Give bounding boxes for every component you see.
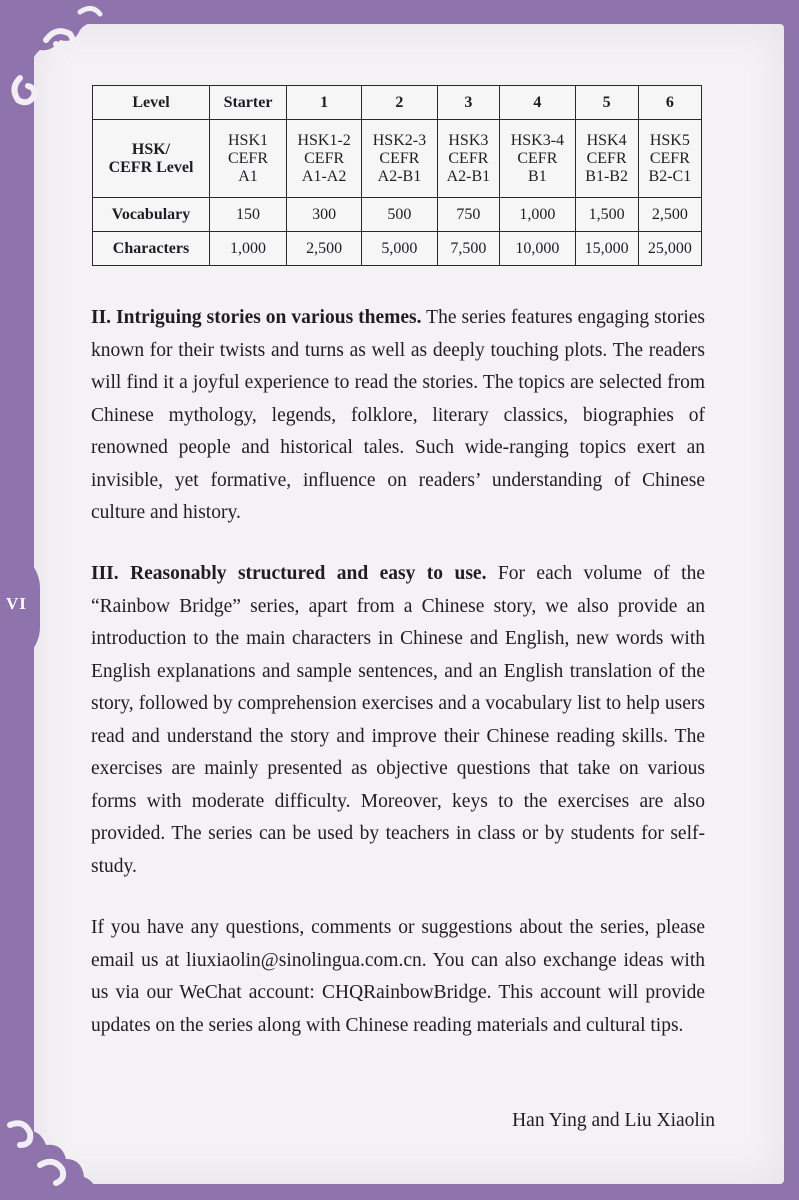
cell-line: A1 [238,167,258,185]
cell-line: B2-C1 [648,167,692,185]
table-cell: 300 [287,198,362,232]
row-label-hsk-cefr [93,120,210,198]
table-header-cell: 3 [437,86,500,120]
table-header-cell: 5 [575,86,638,120]
table-cell: 1,500 [575,198,638,232]
table-cell [210,120,287,198]
row-label-line: HSK/ [131,140,171,158]
cell-line: A2-B1 [446,167,491,185]
cell-line: HSK3 [448,131,489,149]
cloud-ornament-bottom-left-icon [0,1085,110,1200]
table-cell: 15,000 [575,232,638,266]
table-cell: 500 [362,198,437,232]
contact-paragraph: If you have any questions, comments or suggestions about the series, please email us at liuxiaolin@sinolingua.com.cn. You can also exchange ideas with us via our WeChat account: CHQRainbowBridge. This account will provide updates on the series along with Chinese reading materials and cultural tips. [91,917,705,1036]
cell-line: A2-B1 [377,167,422,185]
table-cell: 10,000 [500,232,575,266]
cell-line: HSK5 [649,131,690,149]
table-header-cell: Level [93,86,210,120]
row-label-line: CEFR Level [108,158,194,176]
section-structure-heading: III. Reasonably structured and easy to use. [91,563,487,584]
cell-line: B1-B2 [585,167,628,185]
cell-line: CEFR [517,149,558,167]
page-number: VI [6,594,27,613]
section-themes-heading: II. Intriguing stories on various themes. [91,307,422,328]
table-cell [575,120,638,198]
table-cell: 7,500 [437,232,500,266]
cell-line: HSK3-4 [510,131,565,149]
table-cell [500,120,575,198]
table-cell: 1,000 [210,232,287,266]
cell-line: HSK4 [586,131,627,149]
table-header-row [93,86,702,120]
table-cell [638,120,701,198]
signoff: Han Ying and Liu Xiaolin [512,1110,715,1131]
section-themes-body: The series features engaging stories known for their twists and turns as well as deeply touching plots. The readers will find it a joyful experience to read the stories. The topics are selected from Chinese mythology, legends, folklore, literary classics, biographies of renowned people and historical tales. Such wide-ranging topics exert an invisible, yet formative, influence on readers’ understanding of Chinese culture and history. [91,307,705,523]
table-header-cell: 1 [287,86,362,120]
table-cell: 2,500 [287,232,362,266]
cell-line: CEFR [649,149,690,167]
row-label-characters: Characters [93,232,210,266]
table-cell [362,120,437,198]
cell-line: B1 [528,167,547,185]
table-cell: 5,000 [362,232,437,266]
cell-line: HSK2-3 [372,131,427,149]
section-themes-paragraph [91,302,705,530]
table-cell: 750 [437,198,500,232]
cell-line: CEFR [379,149,420,167]
row-label-vocabulary: Vocabulary [93,198,210,232]
cell-line: HSK1-2 [297,131,351,149]
hsk-level-table [92,85,702,266]
table-row-vocabulary [93,198,702,232]
section-structure-body: For each volume of the “Rainbow Bridge” series, apart from a Chinese story, we also provide an introduction to the main characters in Chinese and English, new words with English explanations and sample sentences, and an English translation of the story, followed by comprehension exercises and a vocabulary list to help users read and understand the story and improve their Chinese reading skills. The exercises are mainly presented as objective questions that take on various forms with moderate difficulty. Moreover, keys to the exercises are also provided. The series can be used by teachers in class or by students for self-study. [91,563,705,877]
cell-line: A1-A2 [301,167,347,185]
table-header-cell: 2 [362,86,437,120]
table-cell: 25,000 [638,232,701,266]
table-header-cell: Starter [210,86,287,120]
cell-line: CEFR [227,149,268,167]
table-cell: 2,500 [638,198,701,232]
cell-line: CEFR [304,149,345,167]
cell-line: CEFR [586,149,627,167]
section-structure-paragraph [91,558,705,883]
table-row-characters [93,232,702,266]
table-cell [437,120,500,198]
table-header-cell: 4 [500,86,575,120]
table-cell: 150 [210,198,287,232]
table-cell [287,120,362,198]
table-cell: 1,000 [500,198,575,232]
cell-line: CEFR [448,149,489,167]
cell-line: HSK1 [227,131,268,149]
table-header-cell: 6 [638,86,701,120]
table-row-hsk-cefr [93,120,702,198]
